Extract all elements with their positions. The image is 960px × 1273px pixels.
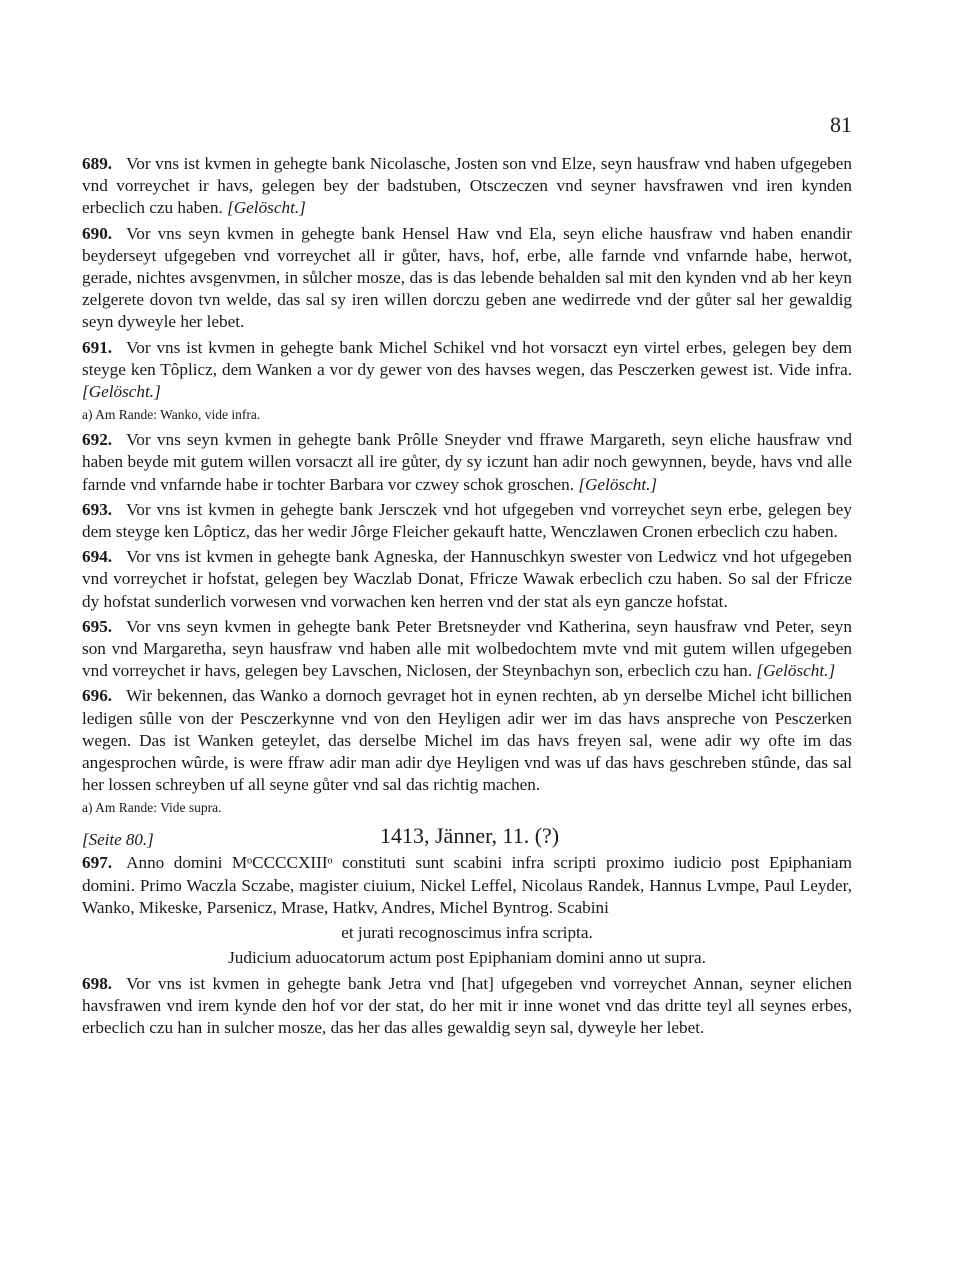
seite-label: [Seite 80.] xyxy=(82,830,154,850)
entry-tag: [Gelöscht.] xyxy=(756,661,836,681)
entry-698 xyxy=(82,973,852,1040)
entry-697-tail: et jurati recognoscimus infra scripta. xyxy=(341,923,593,943)
entry-number: 693. xyxy=(82,499,113,519)
entry-text: Vor vns seyn kvmen in gehegte bank Hensel Haw vnd Ela, seyn eliche hausfraw vnd haben enandir beyderseyt ufgegeben vnd vorreychet all ir gůter, havs, hof, erbe, alle farnde vnd vnfarnde habe, herwot, gerade, nichtes avsgenvmen, in sůlcher mosze, das is das lebende behalden sal mit den kynden vnd ab her keyn zelgerete dovon tvn welde, das sal sy iren willen dorczu geben ane wedirrede vnd der gůter sal her gewaldig seyn dyweyle her lebet. xyxy=(82,223,852,332)
entry-text: Vor vns ist kvmen in gehegte bank Michel Schikel vnd hot vorsaczt eyn virtel erbes, gelegen bey dem steyge ken Tôplicz, dem Wanken a vor dy gewer von des havses wegen, das Pesczerken gewest ist. Vide infra. xyxy=(82,337,852,379)
entry-text: Vor vns ist kvmen in gehegte bank Nicolasche, Josten son vnd Elze, seyn hausfraw vnd haben ufgegeben vnd vorreychet ir havs, gelegen bey der badstuben, Otsczeczen vnd seyner havsfrawen vnd iren kynden erbeclich czu haben. xyxy=(82,154,852,218)
entry-693 xyxy=(82,499,852,543)
judicium-line: Judicium aduocatorum actum post Epiphaniam domini anno ut supra. xyxy=(228,948,706,968)
section-heading-row xyxy=(82,822,852,852)
entry-number: 697. xyxy=(82,853,113,873)
entry-tag: [Gelöscht.] xyxy=(227,198,306,218)
entry-691 xyxy=(82,337,852,404)
page-number: 81 xyxy=(830,112,852,137)
entry-text: Anno domini MᵒCCCCXIIIᵒ constituti sunt scabini infra scripti proximo iudicio post Epiphaniam domini. Primo Waczla Sczabe, magister ciuium, Nickel Leffel, Nicolaus Randek, Hannus Lvmpe, Paul Leyder, Wanko, Mikeske, Parsenicz, Mrase, Hatkv, Andres, Michel Byntrog. Scabini xyxy=(82,853,852,917)
entry-694 xyxy=(82,546,852,613)
entry-text: Wir bekennen, das Wanko a dornoch gevraget hot in eynen rechten, ab yn derselbe Michel icht billichen ledigen sûlle von der Pesczerkynne vnd von den Heyligen adir wer im das havs anspreche von Pesczerken wegen. Das ist Wanken geteylet, das derselbe Michel im das havs freyen sal, wene adir wy ofte im das angesprochen wûrde, is were ffraw adir man adir dye Heyligen vnd was uf das havs geschreben stûnde, das sal her lossen schreyben uf all seyne gůter vnd sal das richtig machen. xyxy=(82,686,852,795)
entry-number: 696. xyxy=(82,686,113,706)
entry-number: 689. xyxy=(82,154,113,173)
entry-695 xyxy=(82,616,852,683)
footnote-691: a) Am Rande: Wanko, vide infra. xyxy=(82,407,261,423)
entry-number: 692. xyxy=(82,430,113,450)
footnote-696: a) Am Rande: Vide supra. xyxy=(82,800,222,816)
entry-number: 694. xyxy=(82,547,113,567)
entry-692 xyxy=(82,429,852,496)
entry-number: 695. xyxy=(82,616,113,636)
entry-text: Vor vns seyn kvmen in gehegte bank Prôlle Sneyder vnd ffrawe Margareth, seyn eliche hausfraw vnd haben beyde mit gutem willen vorsaczt all ire gůter, dy sy iczunt han adir noch gewynnen, beyde, havs vnd alle farnde vnd vnfarnde habe ir tochter Barbara vor czwey schok groschen. xyxy=(82,430,852,494)
entry-number: 690. xyxy=(82,223,113,243)
entry-number: 691. xyxy=(82,337,113,357)
entry-tag: [Gelöscht.] xyxy=(578,474,658,494)
entry-number: 698. xyxy=(82,973,113,993)
entry-tag: [Gelöscht.] xyxy=(82,382,161,402)
entry-696 xyxy=(82,685,852,796)
entry-text: Vor vns ist kvmen in gehegte bank Jersczek vnd hot ufgegeben vnd vorreychet seyn erbe, gelegen bey dem steyge ken Lôpticz, das her wedir Jôrge Fleicher gekauft hatte, Wenczlawen Cronen erbeclich czu haben. xyxy=(82,499,852,542)
entry-text: Vor vns seyn kvmen in gehegte bank Peter Bretsneyder vnd Katherina, seyn hausfraw vnd Peter, seyn son vnd Margaretha, seyn hausfraw vnd haben alle mit wolbedochtem mvte vnd mit gutem willen ufgegeben vnd vorreychet ir havs, gelegen bey Lavschen, Niclosen, der Steynbachyn son, erbeclich czu han. xyxy=(82,616,852,681)
entry-689 xyxy=(82,153,852,220)
entry-text: Vor vns ist kvmen in gehegte bank Agneska, der Hannuschkyn swester von Ledwicz vnd hot ufgegeben vnd vorreychet ir hofstat, gelegen bey Waczlab Donat, Ffricze Wawak erbeclich czu haben. So sal der Ffricze dy hofstat sunderlich vorwesen vnd vorwachen ken herren vnd der stat als eyn gancze hofstat. xyxy=(82,547,852,611)
date-heading: 1413, Jänner, 11. (?) xyxy=(380,823,560,849)
entries-block xyxy=(82,153,852,1042)
entry-697 xyxy=(82,852,852,919)
entry-text: Vor vns ist kvmen in gehegte bank Jetra vnd [hat] ufgegeben vnd vorreychet Annan, seyner elichen havsfrawen vnd irem kynde den hof vor der stat, do her mit ir inne wonet vnd das dritte teyl all seynes erbes, erbeclich czu han in sulcher mosze, das her das alles gewaldig seyn sal, dyweyle her lebet. xyxy=(82,973,852,1037)
entry-690 xyxy=(82,223,852,334)
